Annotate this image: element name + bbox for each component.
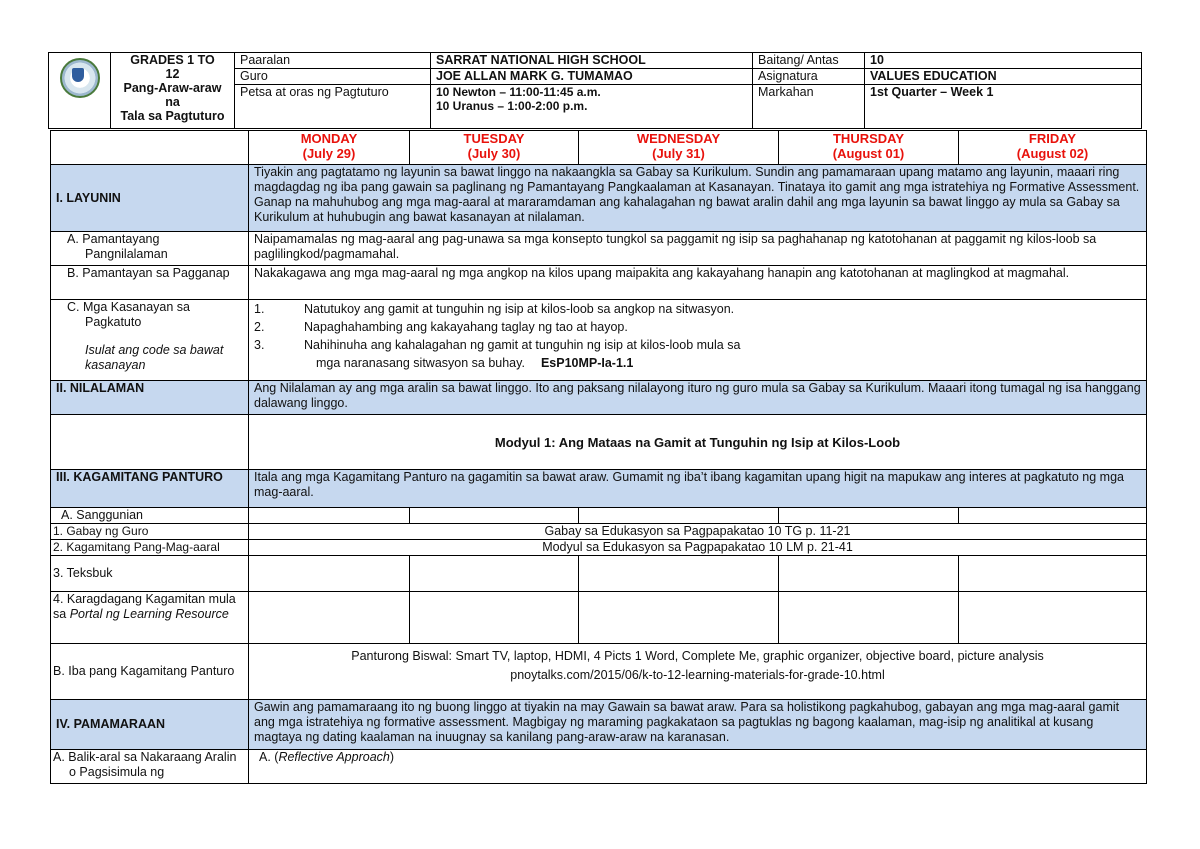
subject-value: VALUES EDUCATION	[865, 69, 1142, 85]
kasanayan-note: Isulat ang code sa bawat kasanayan	[85, 343, 224, 372]
layunin-label: I. LAYUNIN	[51, 165, 249, 232]
day-thursday: THURSDAY (August 01)	[779, 131, 959, 165]
nilalaman-text: Ang Nilalaman ay ang mga aralin sa bawat linggo. Ito ang paksang nilalayong ituro ng guro mula sa Gabay sa Kurikulum. Maaari itong tumagal ng isa hanggang dalawang linggo.	[249, 381, 1147, 415]
iba-label: B. Iba pang Kagamitang Panturo	[51, 644, 249, 700]
list-item: 1. Natutukoy ang gamit at tunguhin ng isip at kilos-loob sa angkop na sitwasyon.	[254, 302, 735, 316]
list-item: 2. Napaghahambing ang kakayahang taglay ng tao at hayop.	[254, 320, 628, 334]
gabay-label: 1. Gabay ng Guro	[51, 524, 249, 540]
form-title	[111, 53, 235, 129]
modyul-title: Modyul 1: Ang Mataas na Gamit at Tunguhin ng Isip at Kilos-Loob	[249, 415, 1147, 470]
day-wednesday: WEDNESDAY (July 31)	[579, 131, 779, 165]
iba-line: pnoytalks.com/2015/06/k-to-12-learning-materials-for-grade-10.html	[510, 668, 885, 682]
pamantayang-label: A. Pamantayang Pangnilalaman	[51, 232, 249, 266]
school-value: SARRAT NATIONAL HIGH SCHOOL	[431, 53, 753, 69]
pamamaraan-label: IV. PAMAMARAAN	[51, 700, 249, 750]
karagdagan-label: 4. Karagdagang Kagamitan mula sa Portal ng Learning Resource	[51, 592, 249, 644]
grade-label: Baitang/ Antas	[753, 53, 865, 69]
list-item: 3. Nahihinuha ang kahalagahan ng gamit at tunguhin ng isip at kilos-loob mula sa	[254, 338, 741, 352]
sanggunian-label: A. Sanggunian	[51, 508, 249, 524]
quarter-value: 1st Quarter – Week 1	[865, 85, 1142, 129]
day-tuesday: TUESDAY (July 30)	[410, 131, 579, 165]
kasanayan-title: C. Mga Kasanayan sa Pagkatuto	[67, 300, 190, 329]
teacher-label: Guro	[235, 69, 431, 85]
quarter-label: Markahan	[753, 85, 865, 129]
kasanayan-list	[249, 300, 1147, 381]
kasanayan-label	[51, 300, 249, 381]
mag-aaral-value: Modyul sa Edukasyon sa Pagpapakatao 10 LM p. 21-41	[249, 540, 1147, 556]
paganap-label: B. Pamantayan sa Pagganap	[51, 266, 249, 300]
day-monday: MONDAY (July 29)	[249, 131, 410, 165]
balik-aral-text: A. (Reflective Approach)	[249, 750, 1147, 784]
deped-seal-icon	[60, 58, 100, 98]
day-header-row	[51, 131, 1147, 165]
teacher-value: JOE ALLAN MARK G. TUMAMAO	[431, 69, 753, 85]
gabay-value: Gabay sa Edukasyon sa Pagpapakatao 10 TG p. 11-21	[249, 524, 1147, 540]
date-label: Petsa at oras ng Pagtuturo	[235, 85, 431, 129]
iba-value	[249, 644, 1147, 700]
date-value	[431, 85, 753, 129]
logo-cell	[49, 53, 111, 129]
kagamitan-text: Itala ang mga Kagamitang Panturo na gagamitin sa bawat araw. Gumamit ng iba’t ibang kagamitan upang higit na mapukaw ang interes at pagkatuto ng mga mag-aaral.	[249, 470, 1147, 508]
list-item-cont: mga naranasang sitwasyon sa buhay. EsP10MP-Ia-1.1	[316, 356, 634, 370]
nilalaman-label: II. NILALAMAN	[51, 381, 249, 415]
date-line: 10 Newton – 11:00-11:45 a.m.	[436, 85, 601, 99]
title-line: na	[165, 95, 180, 109]
teksbuk-label: 3. Teksbuk	[51, 556, 249, 592]
title-line: GRADES 1 TO	[130, 53, 215, 67]
layunin-text: Tiyakin ang pagtatamo ng layunin sa bawat linggo na nakaangkla sa Gabay sa Kurikulum. Sundin ang pamamaraan upang matamo ang layunin, maaari ring magdagdag ng iba pang gawain sa paglinang ng Pamantayang Pangkaalaman at Kasanayan. Tinataya ito gamit ang mga istratehiya ng Formative Assessment. Ganap na mahuhubog ang mga mag-aaral at mararamdaman ang kahalagahan ng bawat aralin dahil ang mga layunin sa bawat linggo ay mula sa Gabay sa Kurikulum at huhubugin ang bawat kasanayan at nilalaman.	[249, 165, 1147, 232]
pamamaraan-text: Gawin ang pamamaraang ito ng buong linggo at tiyakin na may Gawain sa bawat araw. Para sa holistikong pagkahubog, gabayan ang mga mag-aaral gamit ang mga istratehiya ng formative assessment. Magbigay ng maraming pagkakataon sa pagtuklas ng bagong kaalaman, mag-isip ng analitikal at kusang magtaya ng dating kaalaman na inuugnay sa kanilang pang-araw-araw na karanasan.	[249, 700, 1147, 750]
paganap-text: Nakakagawa ang mga mag-aaral ng mga angkop na kilos upang maipakita ang kakayahang hanapin ang katotohanan at maglingkod at magmahal.	[249, 266, 1147, 300]
title-line: Tala sa Pagtuturo	[120, 109, 225, 123]
grade-value: 10	[865, 53, 1142, 69]
iba-line: Panturong Biswal: Smart TV, laptop, HDMI, 4 Picts 1 Word, Complete Me, graphic organizer, objective board, picture analysis	[351, 649, 1044, 663]
title-line: 12	[165, 67, 180, 81]
day-friday: FRIDAY (August 02)	[959, 131, 1147, 165]
title-line: Pang-Araw-araw	[123, 81, 222, 95]
kagamitan-label: III. KAGAMITANG PANTURO	[51, 470, 249, 508]
school-label: Paaralan	[235, 53, 431, 69]
balik-aral-label: A. Balik-aral sa Nakaraang Aralin o Pagsisimula ng	[51, 750, 249, 784]
competency-code: EsP10MP-Ia-1.1	[540, 356, 634, 370]
date-line: 10 Uranus – 1:00-2:00 p.m.	[436, 99, 588, 113]
lesson-plan-table	[50, 130, 1147, 784]
subject-label: Asignatura	[753, 69, 865, 85]
pamantayang-text: Naipamamalas ng mag-aaral ang pag-unawa sa mga konsepto tungkol sa paggamit ng isip sa paghahanap ng katotohanan at paggamit ng kilos-loob sa paglilingkod/pagmamahal.	[249, 232, 1147, 266]
header-table	[48, 52, 1142, 129]
mag-aaral-label: 2. Kagamitang Pang-Mag-aaral	[51, 540, 249, 556]
